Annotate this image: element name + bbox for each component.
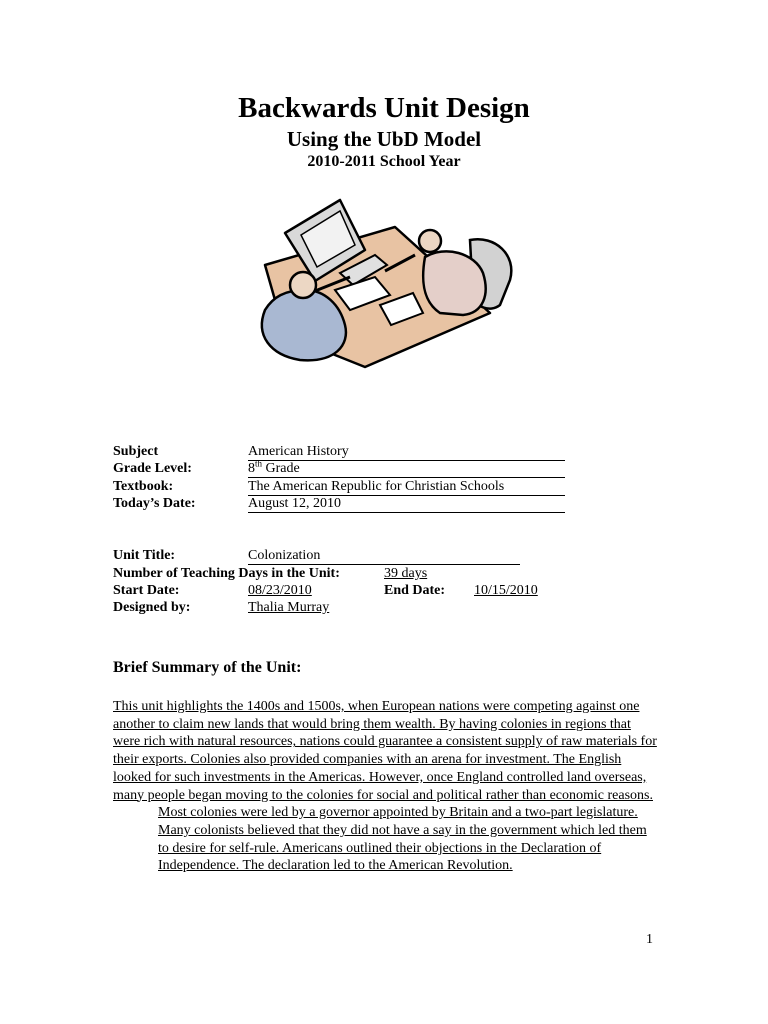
date-label: Today’s Date: <box>113 496 196 511</box>
teaching-days-value: 39 days <box>384 566 428 581</box>
start-date-label: Start Date: <box>113 583 180 598</box>
designer-label: Designed by: <box>113 600 191 615</box>
summary-body <box>113 698 661 875</box>
textbook-value: The American Republic for Christian Schools <box>248 478 565 496</box>
summary-heading: Brief Summary of the Unit: <box>113 659 302 676</box>
document-subtitle: Using the UbD Model <box>286 127 482 151</box>
subject-value: American History <box>248 443 565 461</box>
date-value: August 12, 2010 <box>248 495 565 513</box>
start-date-value: 08/23/2010 <box>248 583 312 598</box>
unit-title-label: Unit Title: <box>113 548 176 563</box>
page-number: 1 <box>646 932 653 947</box>
textbook-label: Textbook: <box>113 479 174 494</box>
subject-label: Subject <box>113 444 159 459</box>
end-date-value: 10/15/2010 <box>474 583 538 598</box>
summary-paragraph: Most colonies were led by a governor appointed by Britain and a two-part legislature. Many colonists believed that they did not have a say in the government which led them to desire for self-rule. Americans outlined their objections in the Declaration of Independence. The declaration led to the American Revolution. <box>158 805 647 874</box>
unit-title-value: Colonization <box>248 547 520 565</box>
teaching-days-label: Number of Teaching Days in the Unit: <box>113 566 340 581</box>
grade-label: Grade Level: <box>113 461 192 476</box>
grade-value: 8th Grade <box>248 460 565 478</box>
end-date-label: End Date: <box>384 583 446 598</box>
meeting-desk-clipart <box>245 195 520 370</box>
school-year: 2010-2011 School Year <box>307 153 461 170</box>
designer-value: Thalia Murray <box>248 600 330 615</box>
document-title: Backwards Unit Design <box>238 92 530 124</box>
summary-paragraph: This unit highlights the 1400s and 1500s, when European nations were competing against one another to claim new lands that would bring them wealth. By having colonies in regions that were rich with natural resources, nations could guarantee a consistent supply of raw materials for their exports. Colonies also provided companies with an arena for investment. The English looked for such investments in the Americas. However, once England controlled land overseas, many people began moving to the colonies for social and political rather than economic reasons. <box>113 699 657 803</box>
